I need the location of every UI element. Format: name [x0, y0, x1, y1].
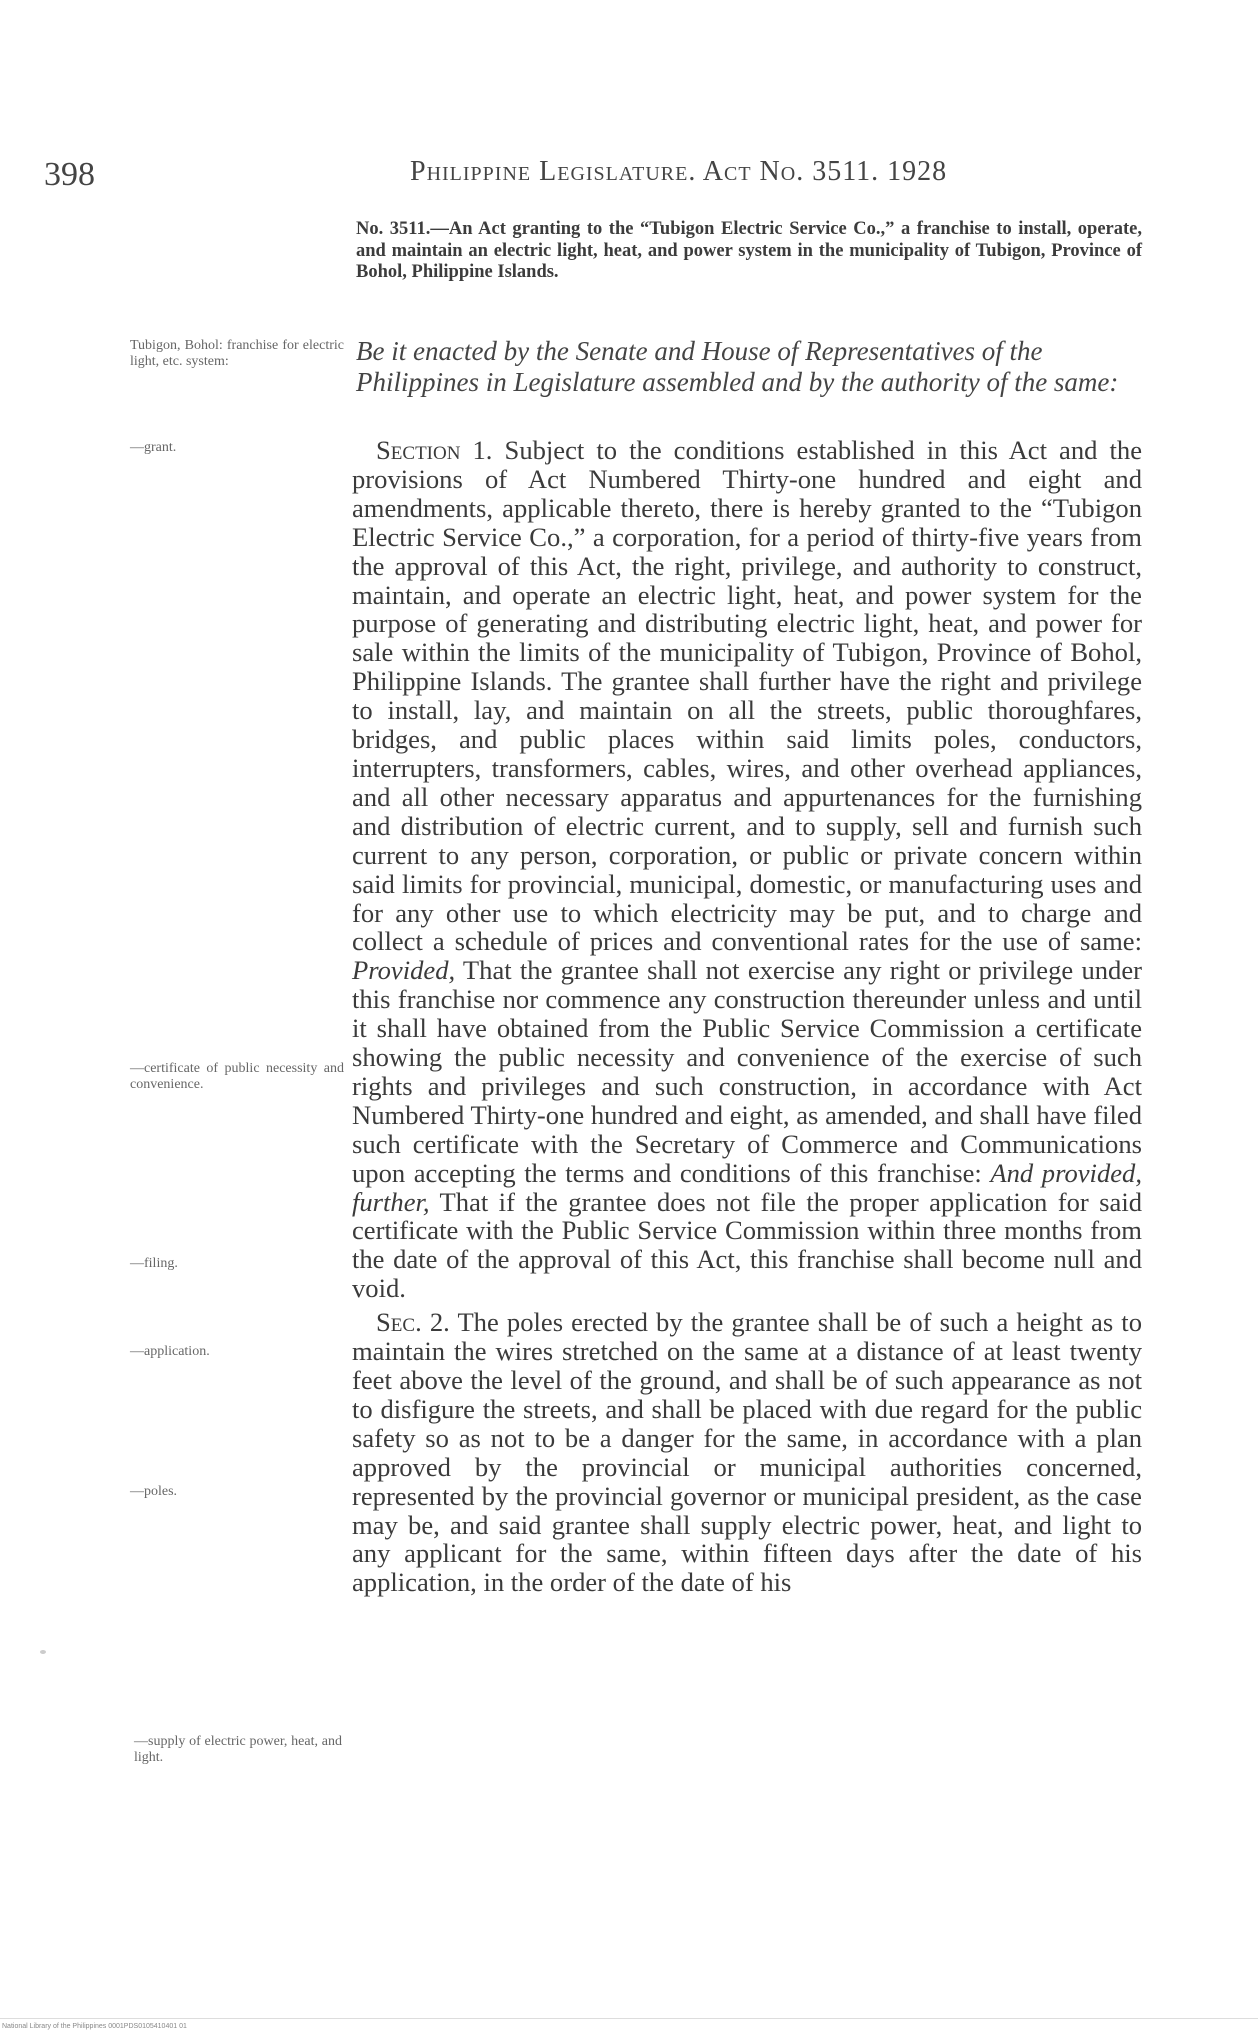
margin-note-application: —application.	[130, 1344, 210, 1359]
act-heading	[356, 219, 1142, 284]
page-number: 398	[44, 156, 95, 193]
section-1-text-b: That the grantee shall not exercise any right or privilege under this franchise nor commence any construction thereunder unless and until it shall have obtained from the Public Service Commission a certificate showing the public necessity and convenience of the exercise of such rights and privileges and such construction, in accordance with Act Numbered Thirty-one hundred and eight, as amended, and shall have filed such certificate with the Secretary of Commerce and Communications upon accepting the terms and conditions of this franchise:	[352, 955, 1142, 1188]
act-title: —An Act granting to the “Tubigon Electric Service Co.,” a franchise to install, operate, and maintain an electric light, heat, and power system in the municipality of Tubigon, Province of Bohol, Philippine Islands.	[356, 219, 1143, 282]
section-1-text-c: That if the grantee does not file the proper application for said certificate with the Public Service Commission within three months from the date of the approval of this Act, this franchise shall become null and void.	[352, 1186, 1142, 1304]
section-1-proviso-1: Provided,	[352, 955, 456, 986]
body-text	[352, 436, 1142, 1597]
margin-note-filing: —filing.	[130, 1256, 178, 1271]
margin-note-certificate: —certificate of public necessity and convenience.	[130, 1061, 344, 1092]
margin-note-tubigon: Tubigon, Bohol: franchise for electric light, etc. system:	[130, 338, 344, 369]
margin-note-poles: —poles.	[130, 1484, 178, 1499]
margin-note-grant: —grant.	[130, 440, 177, 455]
scan-speck	[40, 1650, 46, 1654]
section-2-label: Sec. 2.	[376, 1307, 450, 1338]
section-1-label: Section 1.	[376, 435, 493, 465]
running-head: Philippine Legislature. Act No. 3511. 1928	[410, 156, 948, 187]
act-number: No. 3511.	[356, 219, 431, 239]
section-1-text-a: Subject to the conditions established in this Act and the provisions of Act Numbered Thirty-one hundred and eight and amendments, applicable thereto, there is hereby granted to the “Tubigon Electric Service Co.,” a corporation, for a period of thirty-five years from the approval of this Act, the right, privilege, and authority to construct, maintain, and operate an electric light, heat, and power system for the purpose of generating and distributing electric light, heat, and power for sale within the limits of the municipality of Tubigon, Province of Bohol, Philippine Islands. The grantee shall further have the right and privilege to install, lay, and maintain on all the streets, public thoroughfares, bridges, and public places within said limits poles, conductors, interrupters, transformers, cables, wires, and other overhead appliances, and all other necessary apparatus and appurtenances for the furnishing and distribution of electric current, and to supply, sell and furnish such current to any person, corporation, or public or private concern within said limits for provincial, municipal, domestic, or manufacturing uses and for any other use to which electricity may be put, and to charge and collect a schedule of prices and conventional rates for the use of same:	[352, 435, 1142, 957]
section-1	[352, 436, 1142, 1303]
footer-note: National Library of the Philippines 0001PDS0105410401 01	[2, 2023, 187, 2030]
enacting-clause: Be it enacted by the Senate and House of Representatives of the Philippines in Legislature assembled and by the authority of the same:	[356, 336, 1119, 397]
margin-note-supply: —supply of electric power, heat, and light.	[134, 1734, 342, 1765]
section-1-proviso-2: And provided, further,	[352, 1157, 1142, 1217]
section-2	[352, 1308, 1142, 1597]
footer-rule	[0, 2018, 1258, 2019]
section-2-text: The poles erected by the grantee shall be of such a height as to maintain the wires stretched on the same at a distance of at least twenty feet above the level of the ground, and shall be of such appearance as not to disfigure the streets, and shall be placed with due regard for the public safety so as not to be a danger for the same, in accordance with a plan approved by the provincial or municipal authorities concerned, represented by the provincial governor or municipal president, as the case may be, and said grantee shall supply electric power, heat, and light to any applicant for the same, within fifteen days after the date of his application, in the order of the date of his	[352, 1307, 1142, 1598]
